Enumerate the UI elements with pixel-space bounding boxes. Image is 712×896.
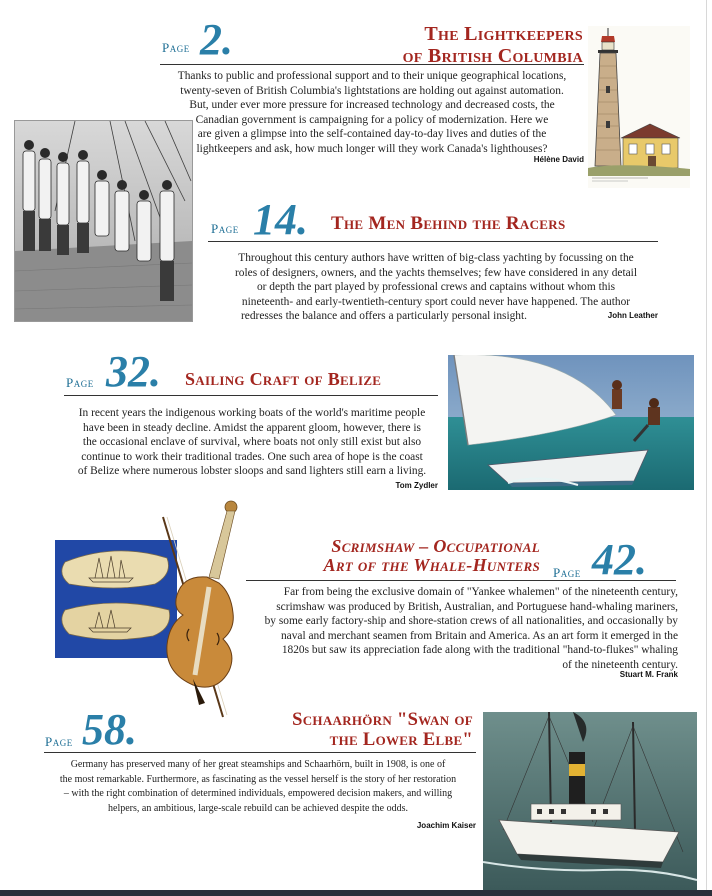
abstract-line: or depth the part played by professional crews and captains without whom this [256,281,616,293]
page-number: 58. [82,705,137,754]
title-line: The Lightkeepers [424,23,583,45]
abstract-line: In recent years the indigenous working boats of the world's maritime people [78,407,426,419]
page-number: 2. [200,15,233,64]
article-abstract [60,406,444,479]
abstract-line: Far from being the exclusive domain of "Yankee whalemen" of the nineteenth century, [283,586,678,598]
article-abstract [228,585,678,672]
abstract-line: have been in steady decline. Amidst the apparent gloom, however, there is [83,421,421,434]
abstract-line: But, under ever more pressure for increased technology and decreased costs, the [189,99,555,111]
steamship-schaarhorn-photo [483,712,697,890]
lighthouse-illustration [588,26,690,188]
title-line: Schaarhörn "Swan of [292,710,473,730]
abstract-line: helpers, an ambitious, large-scale rebuild can be achieved despite the odds. [108,802,408,814]
article-title [258,537,540,574]
title-rule [64,395,438,396]
article-title [330,24,583,66]
abstract-line: by some early factory-ship and shore-station crews of all nationalities, and occasionally by [264,615,678,627]
abstract-line: – with the right combination of determined individuals, empowered decision makers, and willing [63,788,453,799]
title-line: the Lower Elbe" [329,729,473,750]
page-label: Page [66,375,94,390]
abstract-line: roles of designers, owners, and the yachts themselves; few have considered in any detail [234,266,638,279]
abstract-line: 1820s but saw its appreciation fade along with the traditional "hand-to-flukes" whaling [281,644,678,656]
page-label: Page [211,221,239,236]
title-rule [160,64,584,65]
article-title: Sailing Craft of Belize [185,369,382,389]
page-label: Page [553,565,581,580]
article-author: Tom Zydler [395,481,438,490]
abstract-line: of Belize where numerous lobster sloops and sand lighters still earn a living. [77,465,427,477]
page-edge [706,0,707,896]
abstract-line: twenty-seven of British Columbia's lightstations are holding out against automation. [180,84,564,97]
abstract-line: nineteenth- and early-twentieth-century sport could never have happened. The author [241,295,631,308]
title-rule [208,241,658,242]
abstract-line: Throughout this century authors have written of big-class yachting by focussing on the [238,252,634,264]
title-line: of British Columbia [402,45,583,67]
article-author: John Leather [607,311,658,320]
abstract-line: continue to work their traditional trades. One such area of hope is the coast [81,450,423,463]
abstract-line: Germany has preserved many of her great steamships and Schaarhörn, built in 1908, is one of [70,759,446,770]
abstract-line: naval and merchant seamen from Britain and America. As an art form it emerged in the [280,629,678,642]
title-line: Art of the Whale-Hunters [323,555,540,575]
article-abstract [38,758,478,816]
yacht-crew-photo [14,120,193,322]
article-title: The Men Behind the Racers [331,213,566,234]
page-label: Page [162,40,190,55]
belize-sailboat-photo [448,355,694,490]
abstract-line: are given a glimpse into the self-contained day-to-day lives and duties of the [197,128,547,140]
article-title [218,711,473,749]
article-author: Hélène David [533,155,584,164]
page-label: Page [45,734,73,749]
article-author: Stuart M. Frank [619,670,678,679]
article-author: Joachim Kaiser [416,821,476,830]
abstract-line: of the nineteenth century. [562,658,678,671]
abstract-line: Thanks to public and professional support and to their unique geographical locations, [177,70,567,82]
page-number: 42. [592,535,647,584]
abstract-line: scrimshaw was produced by British, Australian, and Portuguese hand-whaling mariners, [276,600,678,613]
page-number: 32. [106,347,161,396]
abstract-line: the occasional enclave of survival, where boats not only still exist but also [82,436,422,448]
abstract-line: Canadian government is campaigning for a policy of modernization. Here we [195,113,549,126]
article-abstract [150,69,594,156]
abstract-line: lightkeepers and ask, how much longer will they work Canada's lighthouses? [196,142,548,155]
title-rule [44,752,476,753]
title-rule [246,580,676,581]
title-line: Scrimshaw – Occupational [331,536,540,556]
abstract-line: redresses the balance and offers a particularly personal insight. [240,310,528,322]
page-number: 14. [253,195,308,244]
page-bottom-bar [0,890,712,896]
abstract-line: the most remarkable. Furthermore, as fascinating as the vessel herself is the story of her restoration [59,773,457,785]
